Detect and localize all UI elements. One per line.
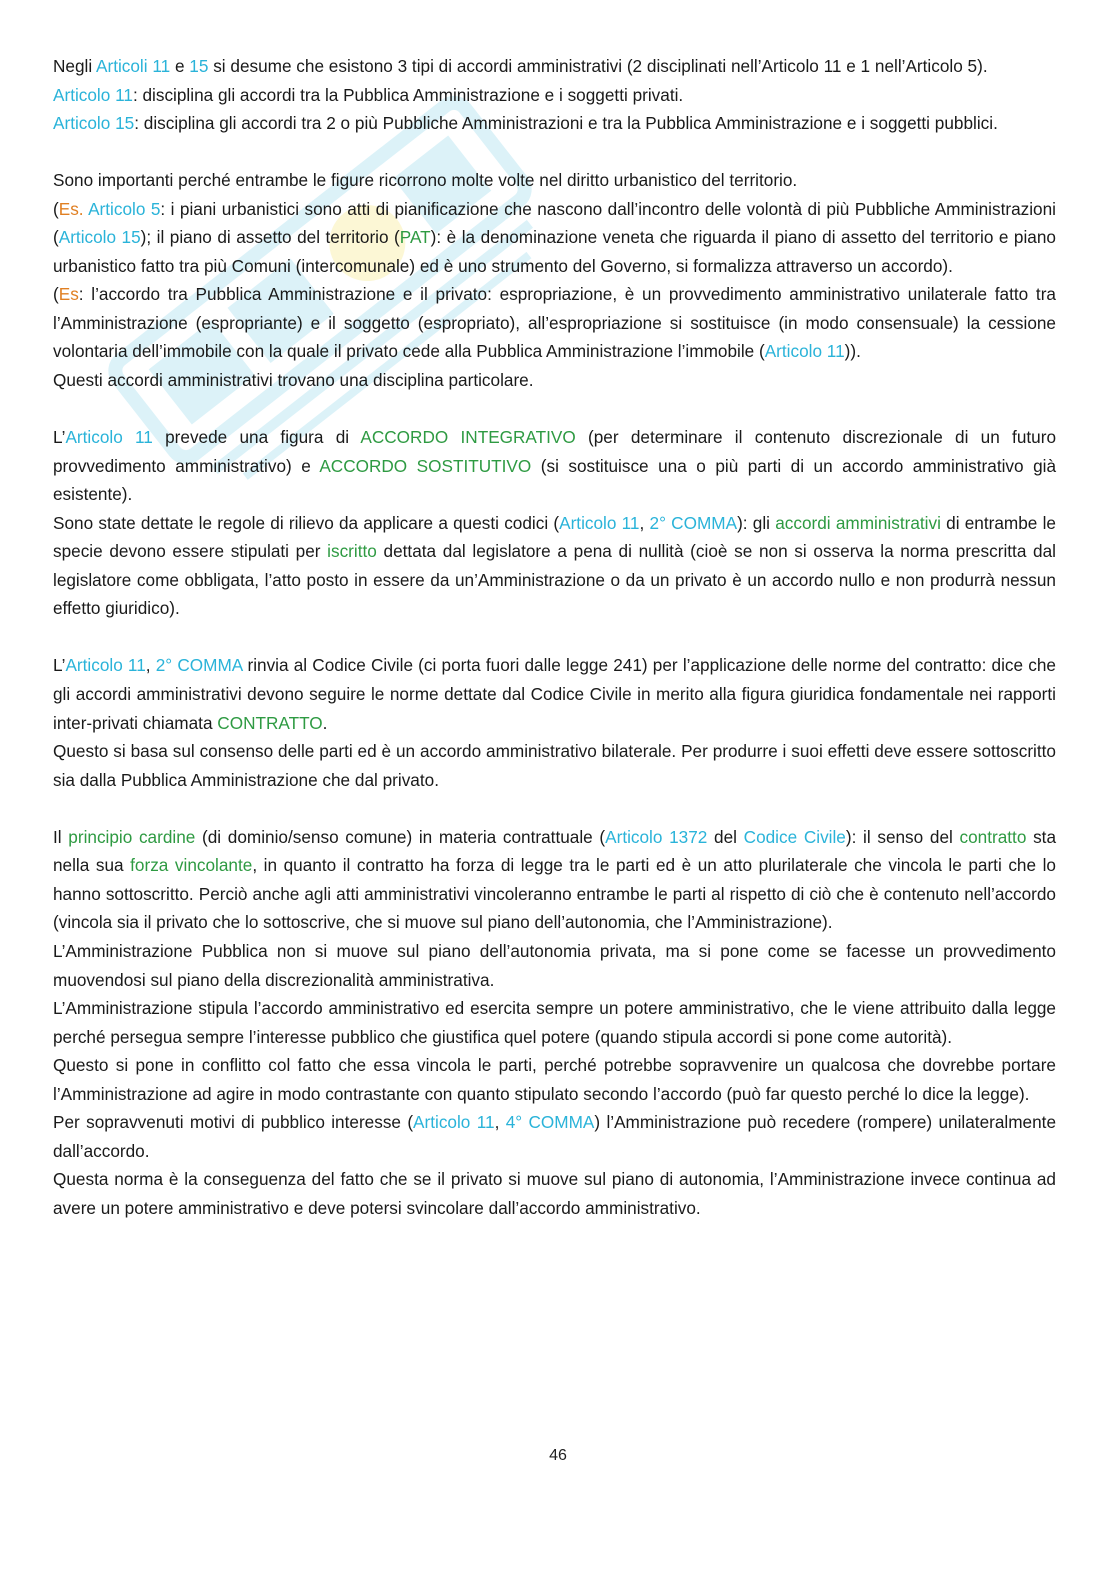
article-reference: Articolo 11: [65, 427, 153, 448]
paragraph: Sono importanti perché entrambe le figure ricorrono molte volte nel diritto urbanistico del territorio.: [53, 170, 798, 191]
highlight-term: ACCORDO SOSTITUTIVO: [319, 455, 532, 476]
paragraph: L’Amministrazione Pubblica non si muove sul piano dell’autonomia privata, ma si pone come se facesse un provvedimento muovendosi sul piano della discrezionalità amministrativa.: [53, 940, 1056, 990]
article-reference: Articolo 15: [53, 113, 135, 134]
page-number: 46: [549, 1447, 567, 1464]
article-reference: Articolo 11: [559, 512, 640, 533]
article-reference: Articolo 11: [53, 84, 133, 105]
highlight-term: CONTRATTO: [217, 712, 323, 733]
paragraph: Questi accordi amministrativi trovano una disciplina particolare.: [53, 370, 534, 391]
highlight-term: principio cardine: [68, 826, 196, 847]
paragraph: Questa norma è la conseguenza del fatto che se il privato si muove sul piano di autonomia, l’Amministrazione invece continua ad avere un potere amministrativo e deve potersi svincolare dall’accordo amministrativo.: [53, 1169, 1056, 1218]
paragraph: Questo si pone in conflitto col fatto che essa vincola le parti, perché potrebbe sopravvenire un qualcosa che dovrebbe portare l’Amministrazione ad agire in modo contrastante con quanto stipulato secondo l’accordo (può far questo perché lo dice la legge).: [53, 1055, 1056, 1104]
article-reference: Articoli 11: [96, 56, 171, 76]
paragraph: L’Articolo 11 prevede una figura di ACCORDO INTEGRATIVO (per determinare il contenuto discrezionale di un futuro provvedimento amministrativo) e ACCORDO SOSTITUTIVO (si sostituisce una o più parti di un accordo amministrativo già esistente).: [53, 427, 1057, 505]
highlight-term: ACCORDO INTEGRATIVO: [360, 427, 576, 448]
article-reference: 4° COMMA: [505, 1112, 595, 1133]
paragraph: Questo si basa sul consenso delle parti ed è un accordo amministrativo bilaterale. Per produrre i suoi effetti deve essere sottoscritto sia dalla Pubblica Amministrazione che dal privato.: [53, 741, 1056, 790]
article-reference: Articolo 11: [764, 341, 845, 362]
paragraph: Articolo 11: disciplina gli accordi tra la Pubblica Amministrazione e i soggetti privati.: [53, 84, 684, 105]
highlight-term: accordi amministrativi: [775, 512, 941, 533]
example-label: Es: [58, 284, 79, 305]
article-reference: Articolo 11: [413, 1112, 495, 1133]
article-reference: Articolo 15: [58, 227, 141, 248]
highlight-term: forza vincolante: [130, 855, 253, 876]
article-reference: Codice Civile: [743, 826, 846, 847]
paragraph: Sono state dettate le regole di rilievo da applicare a questi codici (Articolo 11, 2° COMMA): gli accordi amministrativi di entrambe le specie devono essere stipulati per iscritto dettata dal legislatore a pena di nullità (cioè se non si osserva la norma prescritta dal legislatore come obbligata, l’atto posto in essere da un’Amministrazione o da un privato è un accordo nullo e non produrrà nessun effetto giuridico).: [53, 512, 1056, 619]
article-reference: Articolo 5: [88, 198, 161, 219]
paragraph: Negli Articoli 11 e 15 si desume che esistono 3 tipi di accordi amministrativi (2 disciplinati nell’Articolo 11 e 1 nell’Articolo 5).: [53, 56, 988, 76]
paragraph: Il principio cardine (di dominio/senso comune) in materia contrattuale (Articolo 1372 del Codice Civile): il senso del contratto sta nella sua forza vincolante, in quanto il contratto ha forza di legge tra le parti ed è un atto plurilaterale che vincola le parti che lo hanno sottoscritto. Perciò anche agli atti amministrativi vincoleranno entrambe le parti al rispetto di ciò che è contenuto nell’accordo (vincola sia il privato che lo sottoscrive, che si muove sul piano dell’autonomia, che l’Amministrazione).: [53, 826, 1057, 933]
paragraph: Per sopravvenuti motivi di pubblico interesse (Articolo 11, 4° COMMA) l’Amministrazione può recedere (rompere) unilateralmente dall’accordo.: [53, 1112, 1056, 1161]
paragraph: (Es. Articolo 5: i piani urbanistici sono atti di pianificazione che nascono dall’incontro delle volontà di più Pubbliche Amministrazioni (Articolo 15); il piano di assetto del territorio (PAT): è la denominazione veneta che riguarda il piano di assetto del territorio e piano urbanistico fatto tra più Comuni (intercomunale) ed è uno strumento del Governo, si formalizza attraverso un accordo).: [53, 198, 1056, 276]
document-body: [53, 52, 1056, 1222]
highlight-term: iscritto: [327, 541, 377, 562]
example-label: Es.: [58, 198, 84, 219]
highlight-term: PAT: [399, 227, 431, 248]
article-reference: Articolo 1372: [605, 826, 708, 847]
paragraph: (Es: l’accordo tra Pubblica Amministrazione e il privato: espropriazione, è un provvedimento amministrativo unilaterale fatto tra l’Amministrazione (espropriante) e il soggetto (espropriato), all’espropriazione si sostituisce (in modo consensuale) la cessione volontaria dell’immobile con la quale il privato cede alla Pubblica Amministrazione l’immobile (Articolo 11)).: [53, 284, 1056, 362]
article-reference: Articolo 11: [65, 655, 146, 676]
highlight-term: contratto: [959, 826, 1027, 847]
article-reference: 2° COMMA: [649, 512, 738, 533]
paragraph: Articolo 15: disciplina gli accordi tra 2 o più Pubbliche Amministrazioni e tra la Pubblica Amministrazione e i soggetti pubblici.: [53, 113, 998, 134]
article-reference: 2° COMMA: [155, 655, 243, 676]
paragraph: L’Amministrazione stipula l’accordo amministrativo ed esercita sempre un potere amministrativo, che le viene attribuito dalla legge perché persegua sempre l’interesse pubblico che giustifica quel potere (quando stipula accordi si pone come autorità).: [53, 998, 1056, 1047]
paragraph: L’Articolo 11, 2° COMMA rinvia al Codice Civile (ci porta fuori dalle legge 241) per l’applicazione delle norme del contratto: dice che gli accordi amministrativi devono seguire le norme dettate dal Codice Civile in merito alla figura giuridica fondamentale nei rapporti inter-privati chiamata CONTRATTO.: [53, 655, 1056, 733]
article-reference: 15: [189, 56, 209, 76]
